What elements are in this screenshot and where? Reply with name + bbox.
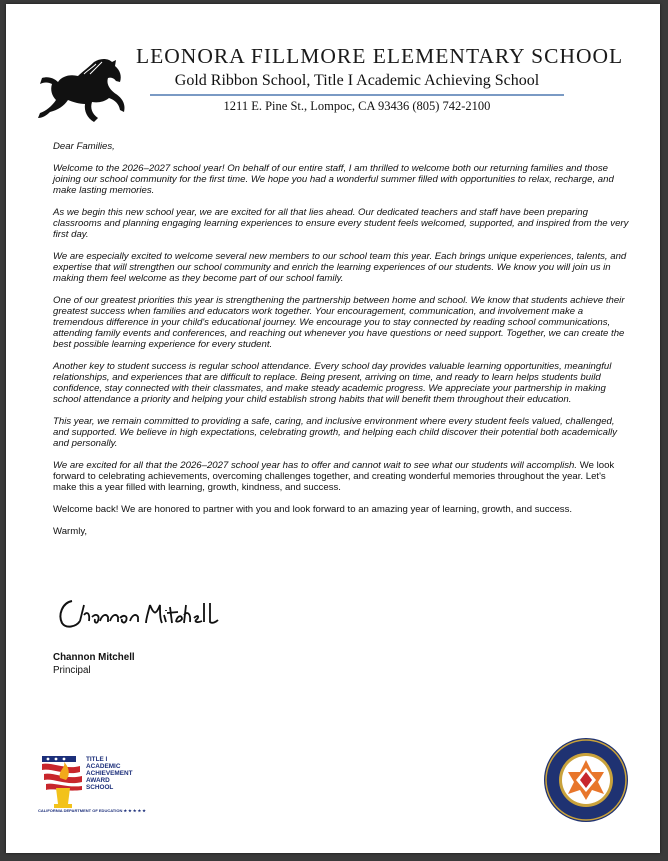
- school-subtitle: Gold Ribbon School, Title I Academic Achieving School: [174, 72, 540, 89]
- signature-image: [54, 591, 224, 637]
- award-line-2: ACADEMIC: [86, 763, 121, 770]
- award-label: [86, 756, 133, 791]
- horse-logo-icon: [36, 56, 132, 126]
- paragraph-welcome: Welcome to the 2026–2027 school year! On behalf of our entire staff, I am thrilled to welcome both our returning families and those joining our school community for the first time. We hope you had a wonderful summer filled with opportunities to relax, recharge, and make lasting memories.: [53, 163, 614, 196]
- school-address: 1211 E. Pine St., Lompoc, CA 93436 (805) 742-2100: [223, 99, 491, 113]
- award-footnote: CALIFORNIA DEPARTMENT OF EDUCATION ★ ★ ★ ★ ★: [38, 808, 146, 813]
- paragraph-excited-italic: We are excited for all that the 2026–2027 school year has to offer and cannot wait to see what our students will accomplish.: [53, 460, 578, 471]
- paragraph-excited: [53, 460, 631, 493]
- award-line-5: SCHOOL: [86, 784, 114, 791]
- paragraph-new-year: As we begin this new school year, we are excited for all that lies ahead. Our dedicated teachers and staff have been preparing classrooms and planning engaging learning experiences to ensure every student feels welcomed, supported, and inspired from the very first day.: [53, 207, 629, 240]
- department-seal-icon: [542, 736, 630, 824]
- award-line-4: AWARD: [86, 777, 110, 784]
- closing: Warmly,: [53, 526, 88, 537]
- greeting: Dear Families,: [53, 141, 115, 152]
- paragraph-new-staff: We are especially excited to welcome several new members to our school team this year. Each brings unique experiences, talents, and expertise that will strengthen our school community and enrich the learning experiences of our students. We know you will join us in making them feel welcome as they become part of our school family.: [53, 251, 627, 284]
- letter-body: [53, 141, 631, 548]
- signer-name: Channon Mitchell: [53, 652, 135, 663]
- paragraph-commitment: This year, we remain committed to providing a safe, caring, and inclusive environment where every student feels valued, challenged, and supported. We believe in high expectations, celebrating growth, and helping each child discover their potential both academically and personally.: [53, 416, 618, 449]
- paragraph-excited-regular: We look forward to celebrating achievements, overcoming challenges together, and creating wonderful memories throughout the year. Let's make this a year filled with learning, growth, kindness, and success.: [53, 460, 615, 493]
- header-divider: [150, 94, 564, 96]
- paragraph-attendance: Another key to student success is regular school attendance. Every school day provides valuable learning opportunities, meaningful relationships, and experiences that are difficult to replace. Being present, arriving on time, and ready to learn helps students build confidence, stay connected with their classmates, and make steady academic progress. We appreciate your partnership in making school attendance a priority and helping your child establish strong habits that will benefit them throughout their education.: [53, 361, 612, 405]
- paragraph-partnership: One of our greatest priorities this year is strengthening the partnership between home and school. We know that students achieve their greatest success when families and educators work together. Your encouragement, communication, and involvement make a tremendous difference in your child's educational journey. We encourage you to stay connected by reading school communications, attending family events and conferences, and reaching out whenever you have questions or need support. Together, we can create the best possible learning experience for every student.: [53, 295, 625, 350]
- award-line-3: ACHIEVEMENT: [86, 770, 133, 777]
- award-line-1: TITLE I: [86, 756, 108, 763]
- signer-title: Principal: [53, 665, 91, 676]
- school-name: LEONORA FILLMORE ELEMENTARY SCHOOL: [136, 44, 624, 68]
- paragraph-welcome-back: Welcome back! We are honored to partner with you and look forward to an amazing year of learning, growth, and success.: [53, 504, 573, 515]
